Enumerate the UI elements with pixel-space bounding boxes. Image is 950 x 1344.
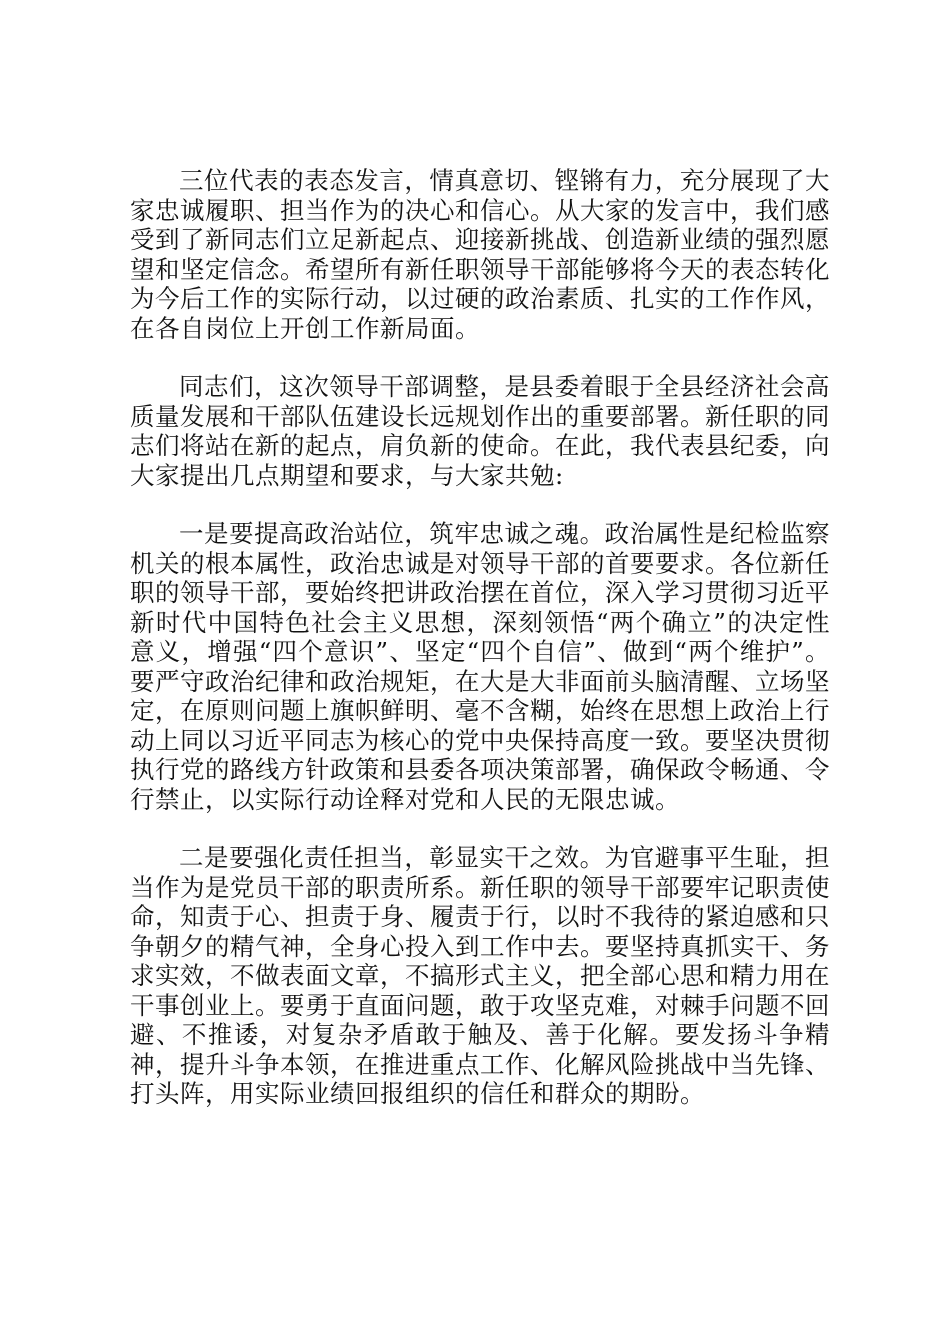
paragraph-2: 同志们，这次领导干部调整，是县委着眼于全县经济社会高质量发展和干部队伍建设长远规划作出的重要部署。新任职的同志们将站在新的起点，肩负新的使命。在此，我代表县纪委，向大家提出几点期望和要求，与大家共勉: — [130, 372, 830, 490]
paragraph-1: 三位代表的表态发言，情真意切、铿锵有力，充分展现了大家忠诚履职、担当作为的决心和信心。从大家的发言中，我们感受到了新同志们立足新起点、迎接新挑战、创造新业绩的强烈愿望和坚定信念。希望所有新任职领导干部能够将今天的表态转化为今后工作的实际行动，以过硬的政治素质、扎实的工作作风，在各自岗位上开创工作新局面。 — [130, 166, 830, 343]
paragraph-3: 一是要提高政治站位，筑牢忠诚之魂。政治属性是纪检监察机关的根本属性，政治忠诚是对领导干部的首要要求。各位新任职的领导干部，要始终把讲政治摆在首位，深入学习贯彻习近平新时代中国特色社会主义思想，深刻领悟“两个确立”的决定性意义，增强“四个意识”、坚定“四个自信”、做到“两个维护”。要严守政治纪律和政治规矩，在大是大非面前头脑清醒、立场坚定，在原则问题上旗帜鲜明、毫不含糊，始终在思想上政治上行动上同以习近平同志为核心的党中央保持高度一致。要坚决贯彻执行党的路线方针政策和县委各项决策部署，确保政令畅通、令行禁止，以实际行动诠释对党和人民的无限忠诚。 — [130, 519, 830, 814]
document-body — [130, 166, 830, 1138]
paragraph-4: 二是要强化责任担当，彰显实干之效。为官避事平生耻，担当作为是党员干部的职责所系。新任职的领导干部要牢记职责使命，知责于心、担责于身、履责于行，以时不我待的紧迫感和只争朝夕的精气神，全身心投入到工作中去。要坚持真抓实干、务求实效，不做表面文章，不搞形式主义，把全部心思和精力用在干事创业上。要勇于直面问题，敢于攻坚克难，对棘手问题不回避、不推诿，对复杂矛盾敢于触及、善于化解。要发扬斗争精神，提升斗争本领，在推进重点工作、化解风险挑战中当先锋、打头阵，用实际业绩回报组织的信任和群众的期盼。 — [130, 843, 830, 1108]
